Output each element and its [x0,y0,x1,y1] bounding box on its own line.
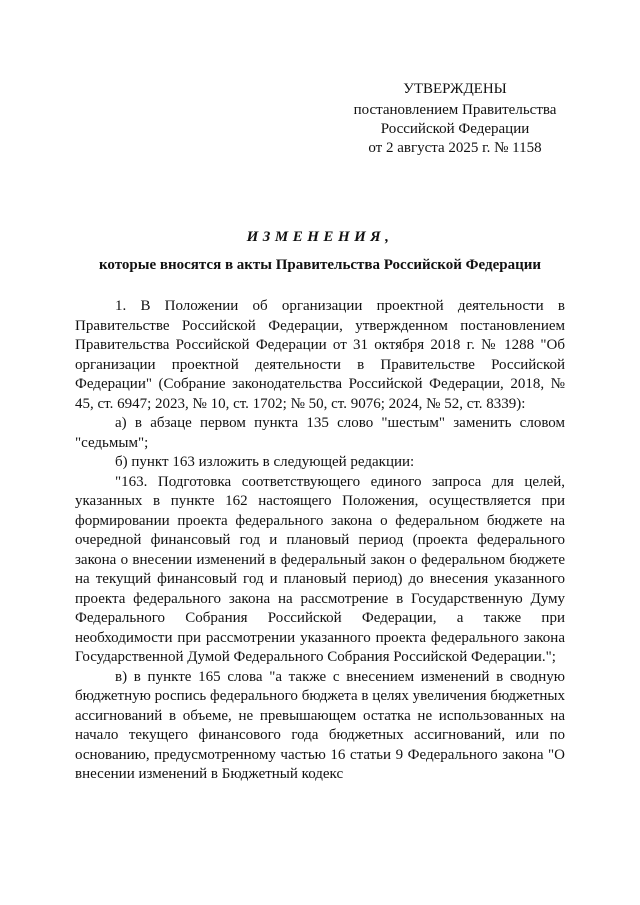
paragraph-1: 1. В Положении об организации проектной деятельности в Правительстве Российской Федерации, утвержденном постановлением Правительства Российской Федерации от 31 октября 2018 г. № 1288 "Об организации проектной деятельности в Правительстве Российской Федерации" (Собрание законодательства Российской Федерации, 2018, № 45, ст. 6947; 2023, № 10, ст. 1702; № 50, ст. 9076; 2024, № 52, ст. 8339): [75,298,565,412]
paragraph-3: б) пункт 163 изложить в следующей редакции: [115,454,415,470]
approval-stamp [340,80,570,158]
paragraph-5: в) в пункте 165 слова "а также с внесением изменений в сводную бюджетную роспись федерального бюджета в целях увеличения бюджетных ассигнований в объеме, не превышающем остатка не использованных на начало текущего финансового года бюджетных ассигнований, или по основанию, предусмотренному частью 16 статьи 9 Федерального закона "О внесении изменений в Бюджетный кодекс [75,668,565,782]
approval-line-3: от 2 августа 2025 г. № 1158 [368,140,542,156]
document-body [75,297,565,785]
approval-heading: УТВЕРЖДЕНЫ [403,81,507,97]
title-subtitle: которые вносятся в акты Правительства Российской Федерации [98,257,542,273]
document-title [75,228,565,275]
paragraph-4: "163. Подготовка соответствующего единого запроса для целей, указанных в пункте 162 настоящего Положения, осуществляется при формировании проекта федерального закона о федеральном бюджете на очередной финансовый год и плановый период (проекта федерального закона о внесении изменений в федеральный закон о федеральном бюджете на текущий финансовый год и плановый период) до внесения указанного проекта федерального закона на рассмотрение в Государственную Думу Федерального Собрания Российской Федерации, а также при необходимости при рассмотрении указанного проекта федерального закона Государственной Думой Федерального Собрания Российской Федерации."; [75,473,565,665]
paragraph-2: а) в абзаце первом пункта 135 слово "шестым" заменить словом "седьмым"; [75,415,565,451]
title-main: ИЗМЕНЕНИЯ, [246,229,394,245]
approval-line-1: постановлением Правительства [353,102,557,118]
approval-line-2: Российской Федерации [380,121,530,137]
